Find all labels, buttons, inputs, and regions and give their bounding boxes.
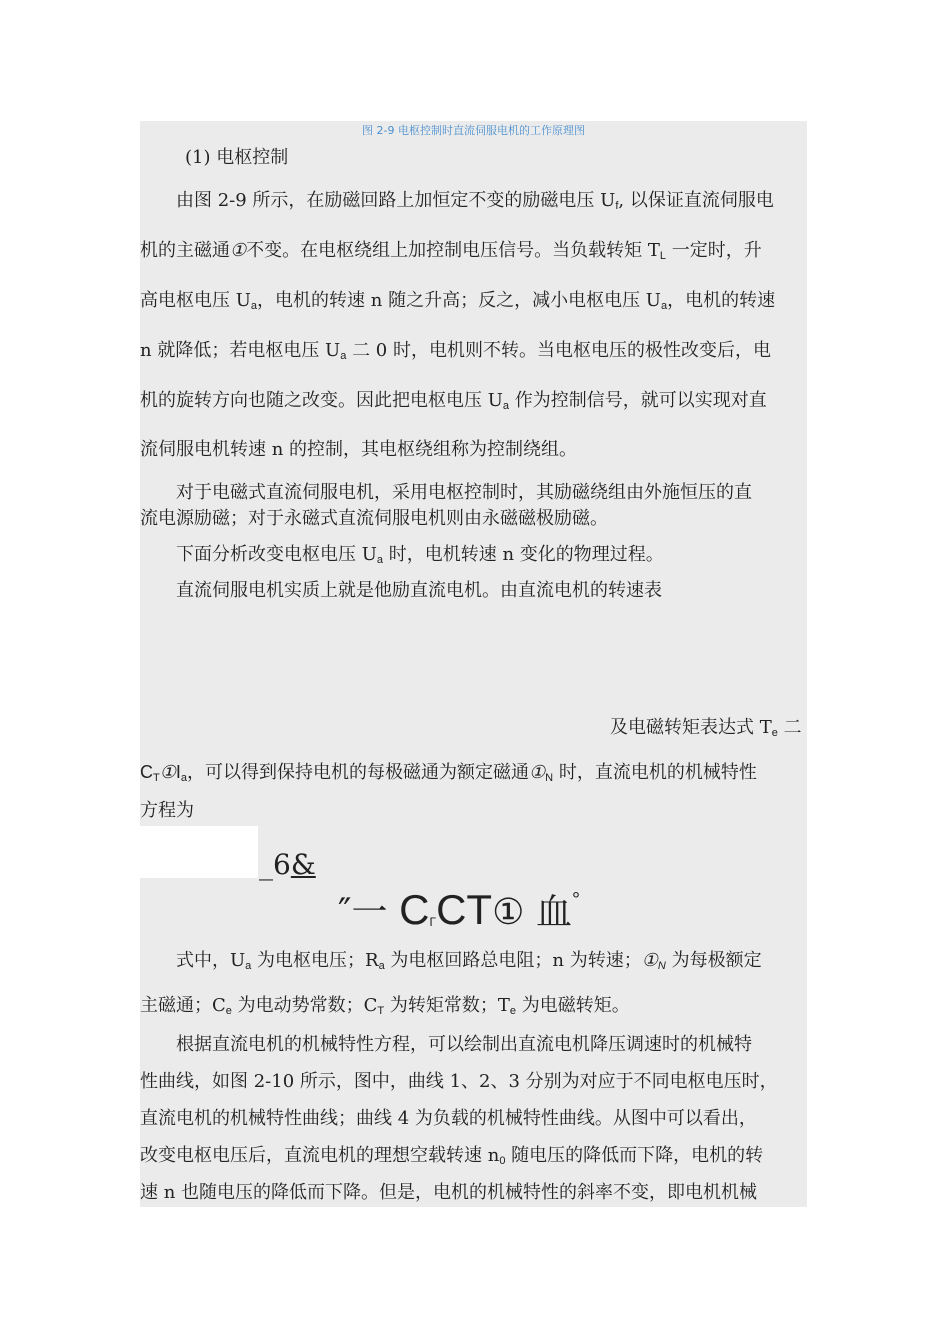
paragraph-5-line-1: 及电磁转矩表达式 $T_e$ 二 — [610, 717, 802, 739]
paragraph-3: 下面分析改变电枢电压 $U_a$ 时，电机转速 n 变化的物理过程。 — [176, 544, 664, 566]
paragraph-1-line-6: 流伺服电机转速 n 的控制，其电枢绕组称为控制绕组。 — [140, 439, 578, 460]
formula-line-2: ″一 CΓCT① 血° — [338, 886, 581, 933]
paragraph-1-line-2: 机的主磁通①不变。在电枢绕组上加控制电压信号。当负载转矩 $T_L$ 一定时，升 — [140, 240, 762, 262]
section-heading: (1) 电枢控制 — [185, 147, 289, 168]
paragraph-7-line-3: 直流电机的机械特性曲线；曲线 4 为负载的机械特性曲线。从图中可以看出， — [140, 1108, 757, 1129]
paragraph-1-line-1: 由图 2-9 所示，在励磁回路上加恒定不变的励磁电压 $U_f$, 以保证直流伺服电 — [176, 190, 774, 212]
paragraph-5-line-2: $C_T①I_a$，可以得到保持电机的每极磁通为额定磁通$①_N$ 时，直流电机的机械特性 — [140, 762, 757, 784]
paragraph-7-line-1: 根据直流电机的机械特性方程，可以绘制出直流电机降压调速时的机械特 — [176, 1034, 752, 1055]
paragraph-7-line-4: 改变电枢电压后，直流电机的理想空载转速 $n_0$ 随电压的降低而下降，电机的转 — [140, 1145, 764, 1167]
figure-caption: 图 2-9 电枢控制时直流伺服电机的工作原理图 — [362, 124, 585, 137]
paragraph-1-line-4: n 就降低；若电枢电压 $U_a$ 二 0 时，电机则不转。当电枢电压的极性改变后，电 — [140, 340, 771, 362]
paragraph-5-line-3: 方程为 — [140, 800, 194, 821]
paragraph-2-line-1: 对于电磁式直流伺服电机，采用电枢控制时，其励磁绕组由外施恒压的直 — [176, 482, 752, 503]
formula-line-1: _6& — [259, 848, 316, 881]
paragraph-7-line-2: 性曲线，如图 2-10 所示，图中，曲线 1、2、3 分别为对应于不同电枢电压时， — [140, 1071, 778, 1092]
paragraph-6-line-2: 主磁通；$C_e$ 为电动势常数；$C_T$ 为转矩常数；$T_e$ 为电磁转矩。 — [140, 995, 630, 1017]
paragraph-2-line-2: 流电源励磁；对于永磁式直流伺服电机则由永磁磁极励磁。 — [140, 508, 608, 529]
paragraph-4: 直流伺服电机实质上就是他励直流电机。由直流电机的转速表 — [176, 580, 662, 601]
paragraph-7-line-5: 速 n 也随电压的降低而下降。但是，电机的机械特性的斜率不变，即电机机械 — [140, 1182, 758, 1203]
paragraph-6-line-1: 式中，$U_a$ 为电枢电压；$R_a$ 为电枢回路总电阻；n 为转速；$①_N$ 为每极额定 — [176, 950, 762, 972]
paragraph-1-line-5: 机的旋转方向也随之改变。因此把电枢电压 $U_a$ 作为控制信号，就可以实现对直 — [140, 390, 767, 412]
paragraph-1-line-3: 高电枢电压 $U_a$，电机的转速 n 随之升高；反之，减小电枢电压 $U_a$，电机的转速 — [140, 290, 776, 312]
formula-image-blank — [140, 826, 258, 878]
